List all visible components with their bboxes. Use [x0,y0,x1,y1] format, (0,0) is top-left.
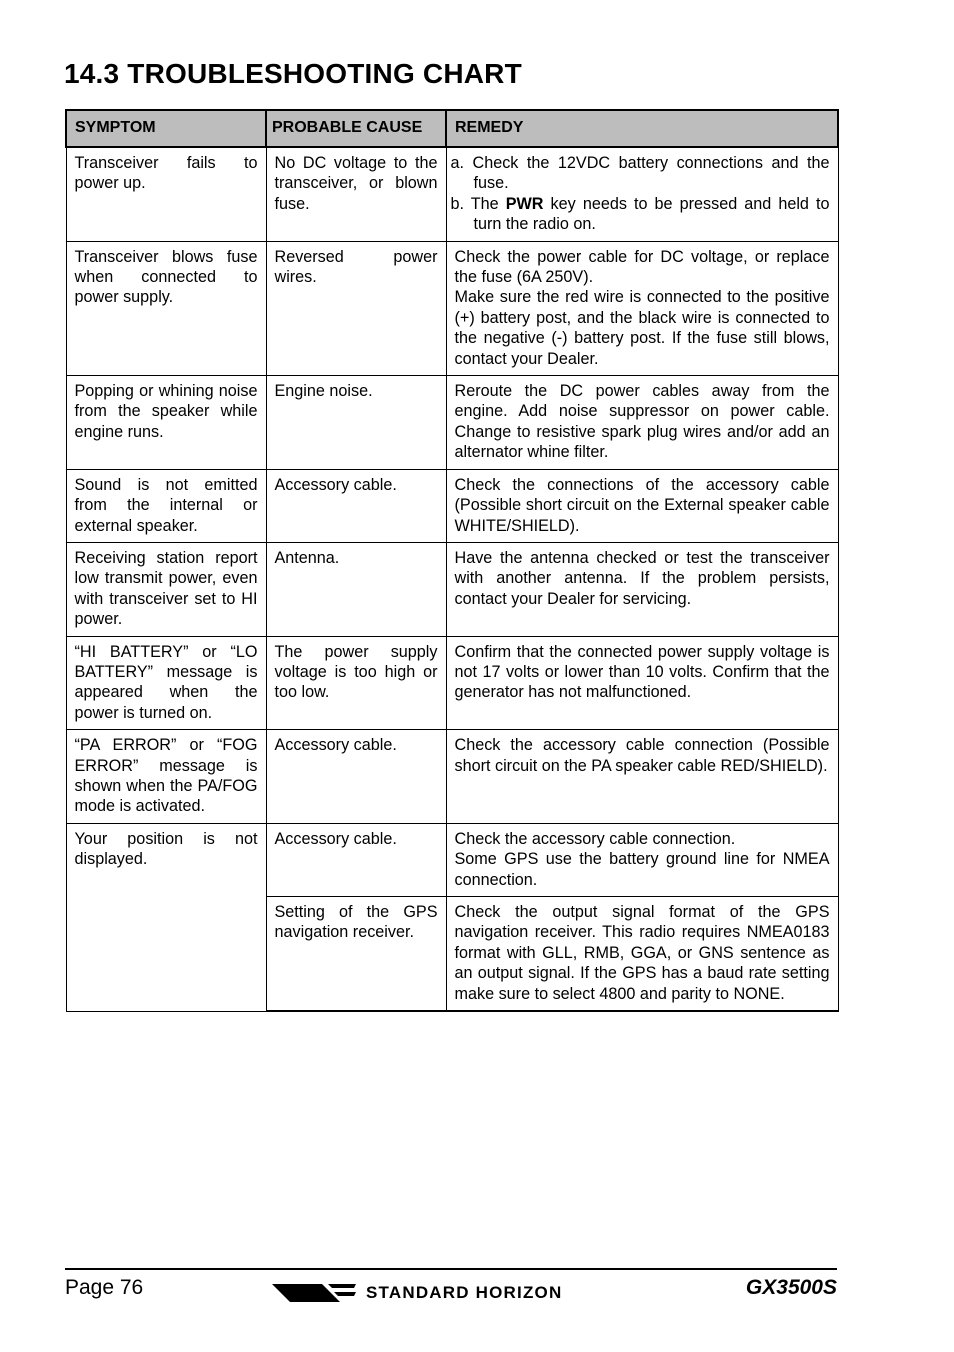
symptom-cell: Transceiver blows fuse when connected to power supply. [66,241,266,375]
remedy-cell [446,147,838,241]
symptom-cell: Your position is not displayed. [66,823,266,1011]
remedy-cell: Check the output signal format of the GPS navigation receiver. This radio requires NMEA0183 format with GLL, RMB, GGA, or GNS sentence as an output signal. If the GPS has a baud rate setting make sure to select 4800 and parity to NONE. [446,897,838,1012]
remedy-cell: Check the accessory cable connection (Possible short circuit on the PA speaker cable RED/SHIELD). [446,730,838,824]
table-row [66,636,838,730]
remedy-text: key needs to be pressed and held to turn the radio on. [473,194,830,234]
cause-cell: Accessory cable. [266,823,446,896]
remedy-cell [446,823,838,896]
table-row [66,542,838,636]
table-row [66,469,838,542]
cause-cell: No DC voltage to the transceiver, or blown fuse. [266,147,446,241]
cause-cell: Accessory cable. [266,469,446,542]
remedy-cell: Check the connections of the accessory cable (Possible short circuit on the External speaker cable WHITE/SHIELD). [446,469,838,542]
symptom-cell: “HI BATTERY” or “LO BATTERY” message is appeared when the power is turned on. [66,636,266,730]
cause-cell: Antenna. [266,542,446,636]
cause-cell: Engine noise. [266,376,446,470]
remedy-cell: Reroute the DC power cables away from the engine. Add noise suppressor on power cable. Change to resistive spark plug wires and/or add an alternator whine filter. [446,376,838,470]
page-number: Page 76 [65,1276,144,1299]
symptom-cell: “PA ERROR” or “FOG ERROR” message is shown when the PA/FOG mode is activated. [66,730,266,824]
page-title: 14.3 TROUBLESHOOTING CHART [64,58,522,89]
troubleshooting-table [65,109,839,1012]
symptom-cell: Transceiver fails to power up. [66,147,266,241]
model-name: GX3500S [745,1276,837,1299]
footer-divider [65,1268,837,1270]
symptom-cell: Sound is not emitted from the internal or external speaker. [66,469,266,542]
brand-name: STANDARD HORIZON [366,1283,563,1302]
remedy-cell: Have the antenna checked or test the transceiver with another antenna. If the problem persists, contact your Dealer for servicing. [446,542,838,636]
remedy-text: b. The [450,194,506,213]
remedy-item-b [451,194,830,235]
table-row [66,376,838,470]
remedy-line: Make sure the red wire is connected to the positive (+) battery post, and the black wire is connected to the negative (-) battery post. If the fuse still blows, contact your Dealer. [454,288,830,368]
brand-logo [270,1277,562,1309]
table-row [66,241,838,375]
brand-mark-icon [270,1278,358,1308]
remedy-item-a: a. Check the 12VDC battery connections and the fuse. [450,154,830,193]
header-symptom: SYMPTOM [66,110,266,147]
remedy-line: Check the accessory cable connection. [454,829,736,848]
remedy-line: Some GPS use the battery ground line for NMEA connection. [454,850,830,889]
symptom-cell: Popping or whining noise from the speaker while engine runs. [66,376,266,470]
table-row [66,147,838,241]
table-row [66,730,838,824]
header-probable-cause: PROBABLE CAUSE [266,110,446,147]
cause-cell: Accessory cable. [266,730,446,824]
remedy-cell [446,241,838,375]
header-remedy: REMEDY [446,110,838,147]
cause-cell: Reversed power wires. [266,241,446,375]
symptom-cell: Receiving station report low transmit power, even with transceiver set to HI power. [66,542,266,636]
remedy-line: Check the power cable for DC voltage, or replace the fuse (6A 250V). [454,247,830,287]
cause-cell: The power supply voltage is too high or too low. [266,636,446,730]
cause-cell: Setting of the GPS navigation receiver. [266,897,446,1012]
pwr-key-label: PWR [505,194,544,213]
remedy-cell: Confirm that the connected power supply voltage is not 17 volts or lower than 10 volts. Confirm that the generator has not malfunctioned. [446,636,838,730]
table-header-row [66,110,838,147]
table-row [66,823,838,896]
